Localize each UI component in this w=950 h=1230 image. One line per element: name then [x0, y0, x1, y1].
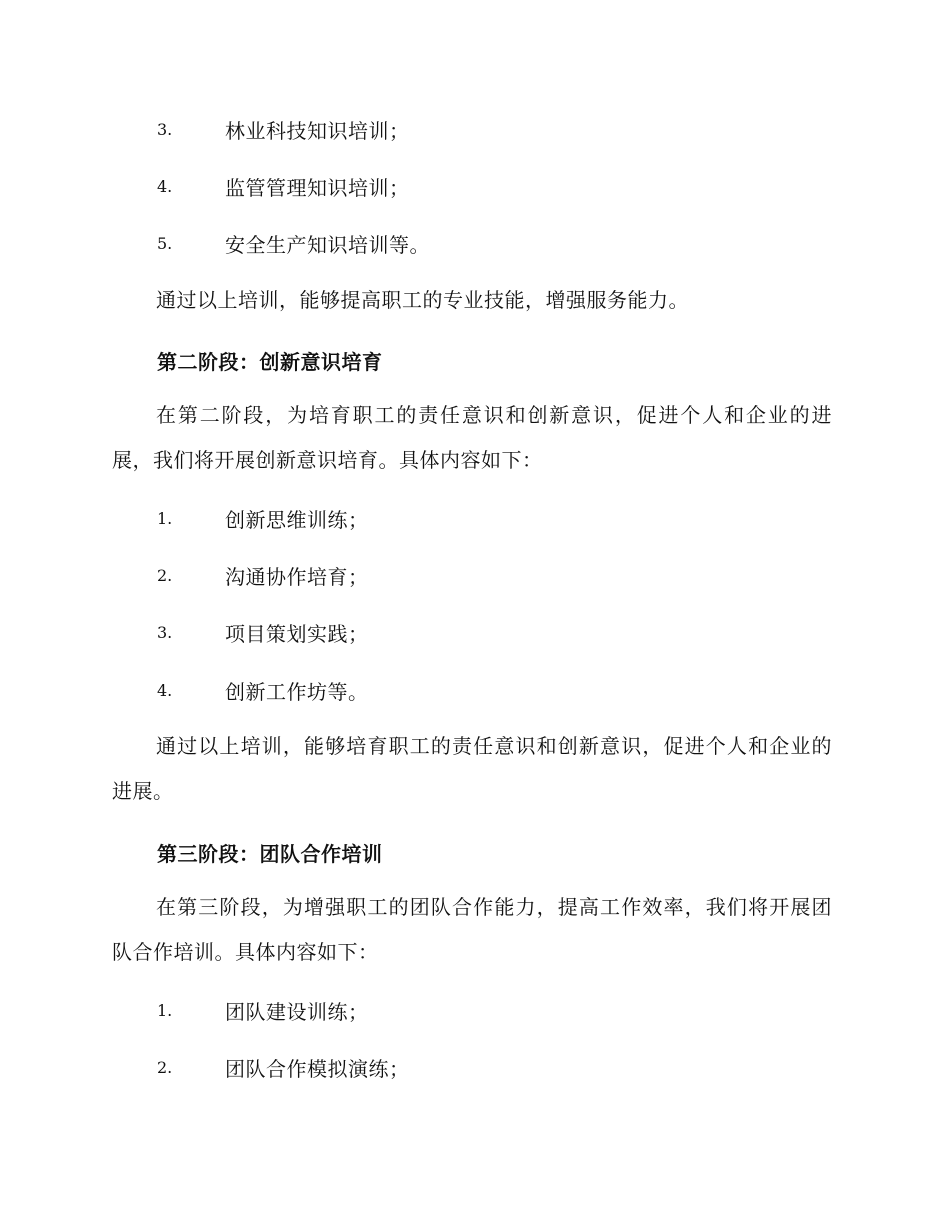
list-number: 4. — [157, 176, 173, 196]
list-number: 4. — [157, 680, 173, 700]
list-number: 1. — [157, 508, 173, 528]
list-item-text: 沟通协作培育； — [225, 564, 369, 589]
intro-paragraph: 在第三阶段，为增强职工的团队合作能力，提高工作效率，我们将开展团队合作培训。具体内容如下： — [112, 895, 832, 964]
list-item — [157, 1050, 410, 1084]
list-item-text: 监管管理知识培训； — [225, 175, 410, 200]
summary-paragraph: 通过以上培训，能够培育职工的责任意识和创新意识，促进个人和企业的进展。 — [112, 734, 832, 803]
intro-paragraph: 在第二阶段，为培育职工的责任意识和创新意识，促进个人和企业的进展，我们将开展创新意识培育。具体内容如下： — [112, 403, 832, 472]
list-item — [157, 226, 430, 260]
section-heading: 第三阶段：团队合作培训 — [157, 842, 383, 866]
summary-paragraph: 通过以上培训，能够提高职工的专业技能，增强服务能力。 — [156, 288, 689, 312]
section-heading: 第二阶段：创新意识培育 — [157, 350, 383, 374]
list-item — [157, 615, 369, 649]
list-item-text: 项目策划实践； — [225, 621, 369, 646]
list-number: 5. — [157, 233, 173, 253]
list-item-text: 创新思维训练； — [225, 507, 369, 532]
list-item — [157, 558, 369, 592]
list-number: 2. — [157, 1057, 173, 1077]
list-number: 1. — [157, 1000, 173, 1020]
list-item-text: 创新工作坊等。 — [225, 679, 369, 704]
list-item-text: 团队建设训练； — [225, 999, 369, 1024]
list-item — [157, 112, 410, 146]
list-item-text: 林业科技知识培训； — [225, 118, 410, 143]
list-number: 3. — [157, 622, 173, 642]
list-item — [157, 993, 369, 1027]
list-number: 3. — [157, 119, 173, 139]
list-number: 2. — [157, 565, 173, 585]
list-item-text: 安全生产知识培训等。 — [225, 232, 430, 257]
list-item-text: 团队合作模拟演练； — [225, 1056, 410, 1081]
list-item — [157, 169, 410, 203]
list-item — [157, 501, 369, 535]
list-item — [157, 673, 369, 707]
